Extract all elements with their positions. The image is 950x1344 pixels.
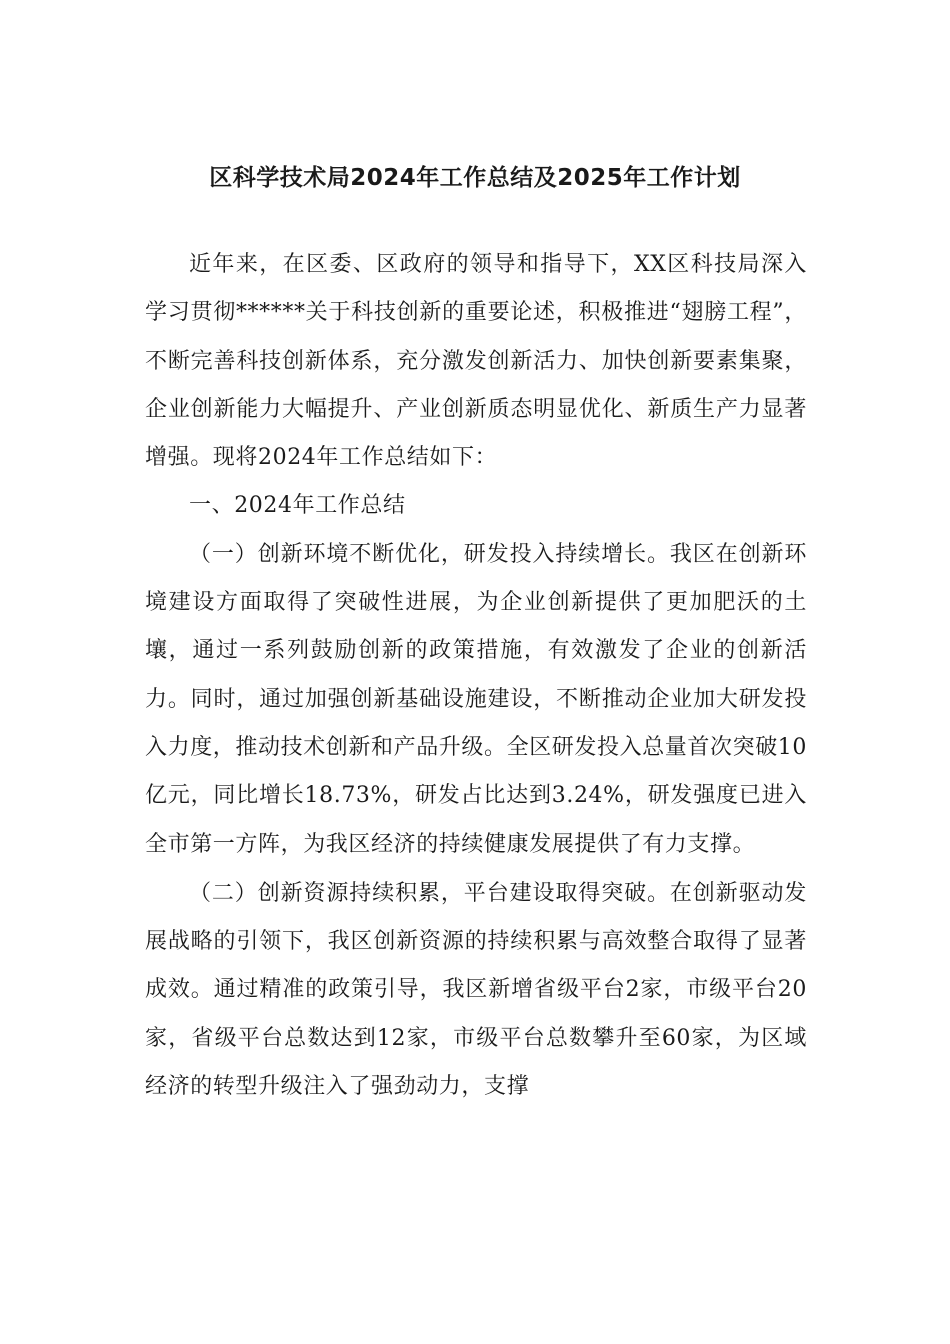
subsection-paragraph-2: （二）创新资源持续积累，平台建设取得突破。在创新驱动发展战略的引领下，我区创新资源的持续积累与高效整合取得了显著成效。通过精准的政策引导，我区新增省级平台2家，市级平台20家，省级平台总数达到12家，市级平台总数攀升至60家，为区域经济的转型升级注入了强劲动力，支撑 (145, 880, 807, 1100)
subsection-paragraph-1: （一）创新环境不断优化，研发投入持续增长。我区在创新环境建设方面取得了突破性进展，为企业创新提供了更加肥沃的土壤，通过一系列鼓励创新的政策措施，有效激发了企业的创新活力。同时，通过加强创新基础设施建设，不断推动企业加大研发投入力度，推动技术创新和产品升级。全区研发投入总量首次突破10亿元，同比增长18.73%，研发占比达到3.24%，研发强度已进入全市第一方阵，为我区经济的持续健康发展提供了有力支撑。 (145, 541, 807, 857)
section-heading-2024-summary: 一、2024年工作总结 (189, 493, 406, 519)
document-title: 区科学技术局2024年工作总结及2025年工作计划 (209, 165, 741, 191)
intro-paragraph: 近年来，在区委、区政府的领导和指导下，XX区科技局深入学习贯彻******关于科技创新的重要论述，积极推进“翅膀工程”，不断完善科技创新体系，充分激发创新活力、加快创新要素集聚，企业创新能力大幅提升、产业创新质态明显优化、新质生产力显著增强。现将2024年工作总结如下： (145, 252, 807, 471)
document-body (145, 241, 807, 1111)
